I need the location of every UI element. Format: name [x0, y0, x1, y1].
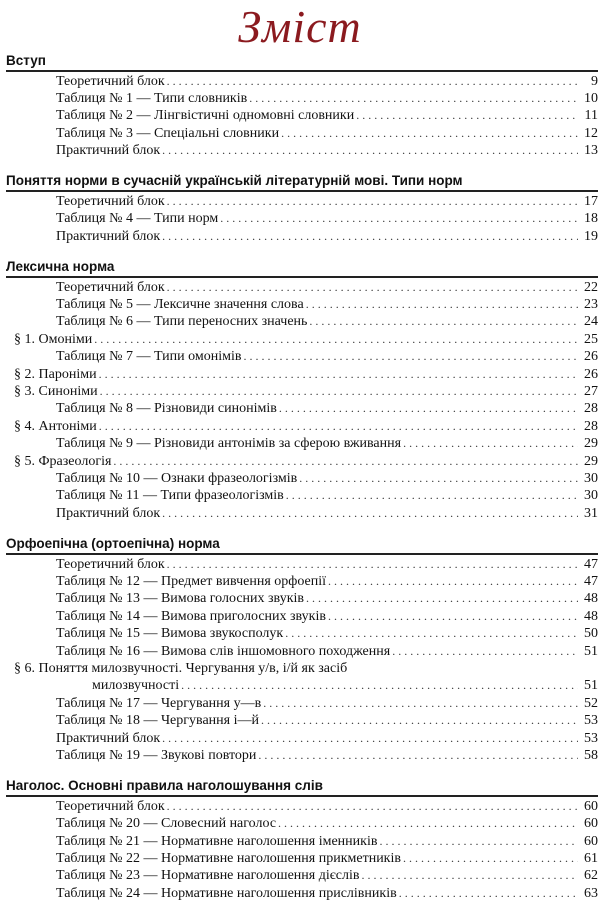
page-number: 23: [584, 297, 598, 313]
toc-entry[interactable]: [6, 677, 598, 694]
page-number: 63: [584, 885, 598, 901]
page-number: 27: [584, 383, 598, 399]
dot-leader: [99, 418, 578, 435]
entry-text: Теоретичний блок: [56, 193, 165, 209]
toc-entry[interactable]: [6, 730, 598, 747]
entry-text: Таблиця № 24 — Нормативне наголошення прислівників: [56, 885, 397, 901]
section-rule: [6, 276, 598, 278]
dot-leader: [263, 695, 578, 712]
entry-text: Таблиця № 10 — Ознаки фразеологізмів: [56, 470, 298, 486]
toc-entry[interactable]: [6, 210, 598, 227]
toc-entry[interactable]: [6, 142, 598, 159]
dot-leader: [167, 193, 578, 210]
dot-leader: [281, 125, 578, 142]
page-number: 60: [584, 798, 598, 814]
page-number: 25: [584, 331, 598, 347]
page-number: 30: [584, 470, 598, 486]
dot-leader: [299, 470, 578, 487]
entry-text: Практичний блок: [56, 228, 161, 244]
toc-entry[interactable]: [6, 747, 598, 764]
dot-leader: [379, 833, 578, 850]
toc-entry[interactable]: [6, 383, 598, 400]
dot-leader: [220, 210, 578, 227]
toc-entry[interactable]: [6, 193, 598, 210]
page-number: 58: [584, 747, 598, 763]
page-number: 19: [584, 228, 598, 244]
entry-text: Таблиця № 6 — Типи переносних значень: [56, 314, 308, 330]
toc-entry[interactable]: [6, 418, 598, 435]
toc-entry[interactable]: [6, 590, 598, 607]
page-number: 61: [584, 850, 598, 866]
dot-leader: [243, 348, 578, 365]
entry-text: Таблиця № 8 — Різновиди синонімів: [56, 401, 277, 417]
toc-entry[interactable]: [6, 400, 598, 417]
dot-leader: [167, 556, 578, 573]
toc-entry[interactable]: [6, 798, 598, 815]
toc-entry[interactable]: [6, 695, 598, 712]
dot-leader: [278, 815, 578, 832]
dot-leader: [99, 366, 578, 383]
page-number: 29: [584, 436, 598, 452]
page-number: 51: [584, 678, 598, 694]
entry-text: § 5. Фразеологія: [14, 453, 112, 469]
entry-text: Таблиця № 1 — Типи словників: [56, 90, 248, 106]
entry-text: Таблиця № 2 — Лінгвістичні одномовні словники: [56, 108, 355, 124]
dot-leader: [392, 643, 578, 660]
dot-leader: [162, 730, 578, 747]
entry-text: Таблиця № 18 — Чергування і—й: [56, 713, 259, 729]
toc-entry[interactable]: [6, 348, 598, 365]
toc-entry[interactable]: [6, 296, 598, 313]
entry-text: Теоретичний блок: [56, 798, 165, 814]
toc-section: [6, 172, 598, 245]
entry-text: Практичний блок: [56, 730, 161, 746]
toc-entry[interactable]: [6, 366, 598, 383]
toc-section: [6, 535, 598, 764]
section-title: Вступ: [6, 53, 46, 68]
page-number: 24: [584, 314, 598, 330]
dot-leader: [162, 505, 578, 522]
page-number: 10: [584, 90, 598, 106]
entry-text: Таблиця № 21 — Нормативне наголошення іменників: [56, 833, 378, 849]
dot-leader: [285, 625, 578, 642]
dot-leader: [181, 677, 578, 694]
page-number: 31: [584, 505, 598, 521]
dot-leader: [249, 90, 578, 107]
toc-entry[interactable]: [6, 73, 598, 90]
page-number: 17: [584, 193, 598, 209]
toc-entry[interactable]: [6, 556, 598, 573]
dot-leader: [167, 279, 578, 296]
entry-text: Теоретичний блок: [56, 73, 165, 89]
page-number: 53: [584, 730, 598, 746]
page-number: 13: [584, 143, 598, 159]
toc-entry[interactable]: [6, 435, 598, 452]
entry-text: Практичний блок: [56, 143, 161, 159]
entry-text: Таблиця № 4 — Типи норм: [56, 211, 219, 227]
toc-entry[interactable]: [6, 660, 598, 677]
section-rule: [6, 795, 598, 797]
page-number: 22: [584, 279, 598, 295]
page-title: Зміст: [238, 1, 362, 52]
entry-text: § 6. Поняття милозвучності. Чергування у/в, і/й як засіб: [14, 660, 348, 676]
section-rule: [6, 70, 598, 72]
toc-section: [6, 52, 598, 159]
dot-leader: [94, 331, 578, 348]
entry-text: Таблиця № 7 — Типи омонімів: [56, 349, 242, 365]
toc-entry[interactable]: [6, 608, 598, 625]
page-number: 28: [584, 418, 598, 434]
dot-leader: [100, 383, 578, 400]
dot-leader: [361, 867, 578, 884]
page-number: 18: [584, 211, 598, 227]
dot-leader: [356, 107, 578, 124]
dot-leader: [328, 573, 578, 590]
entry-text: Таблиця № 5 — Лексичне значення слова: [56, 297, 304, 313]
dot-leader: [306, 590, 578, 607]
entry-text: Таблиця № 12 — Предмет вивчення орфоепії: [56, 573, 326, 589]
entry-text: Таблиця № 11 — Типи фразеологізмів: [56, 488, 284, 504]
toc-section: [6, 777, 598, 902]
toc-entry[interactable]: [6, 573, 598, 590]
entry-text: Таблиця № 20 — Словесний наголос: [56, 816, 277, 832]
dot-leader: [403, 435, 578, 452]
dot-leader: [167, 798, 578, 815]
toc-entry[interactable]: [6, 712, 598, 729]
entry-text: Таблиця № 23 — Нормативне наголошення дієслів: [56, 868, 360, 884]
toc-entry[interactable]: [6, 331, 598, 348]
toc-entry[interactable]: [6, 90, 598, 107]
section-rule: [6, 190, 598, 192]
dot-leader: [306, 296, 578, 313]
page-number: 48: [584, 608, 598, 624]
entry-text: Таблиця № 19 — Звукові повтори: [56, 747, 257, 763]
page-number: 26: [584, 366, 598, 382]
dot-leader: [399, 885, 578, 902]
page-number: 48: [584, 591, 598, 607]
dot-leader: [162, 142, 578, 159]
page-number: 51: [584, 643, 598, 659]
entry-text: § 4. Антоніми: [14, 418, 97, 434]
dot-leader: [309, 313, 578, 330]
page-number: 9: [591, 73, 598, 89]
dot-leader: [328, 608, 578, 625]
entry-text: § 1. Омоніми: [14, 331, 93, 347]
toc-entry[interactable]: [6, 313, 598, 330]
section-title: Орфоепічна (ортоепічна) норма: [6, 536, 220, 552]
dot-leader: [258, 747, 578, 764]
entry-text: Таблиця № 3 — Спеціальні словники: [56, 125, 280, 141]
page-number: 28: [584, 401, 598, 417]
page-number: 11: [584, 108, 598, 124]
entry-text: Таблиця № 14 — Вимова приголосних звуків: [56, 608, 326, 624]
page-number: 60: [584, 816, 598, 832]
toc-entry[interactable]: [6, 833, 598, 850]
entry-text: Таблиця № 17 — Чергування у—в: [56, 695, 262, 711]
toc-entry[interactable]: [6, 885, 598, 902]
entry-text: Теоретичний блок: [56, 279, 165, 295]
dot-leader: [261, 712, 578, 729]
page-number: 30: [584, 488, 598, 504]
page-number: 26: [584, 349, 598, 365]
toc-entry[interactable]: [6, 850, 598, 867]
entry-text: Таблиця № 9 — Різновиди антонімів за сферою вживання: [56, 436, 402, 452]
page-number: 50: [584, 626, 598, 642]
dot-leader: [113, 453, 578, 470]
entry-text: Таблиця № 16 — Вимова слів іншомовного походження: [56, 643, 391, 659]
page-number: 62: [584, 868, 598, 884]
section-title: Поняття норми в сучасній українській літературній мові. Типи норм: [6, 173, 463, 189]
table-of-contents: [6, 52, 598, 915]
dot-leader: [279, 400, 578, 417]
entry-text: § 3. Синоніми: [14, 383, 98, 399]
toc-section: [6, 258, 598, 522]
dot-leader: [167, 73, 578, 90]
toc-entry[interactable]: [6, 505, 598, 522]
page-number: 12: [584, 125, 598, 141]
page-number: 47: [584, 556, 598, 572]
entry-text: Таблиця № 22 — Нормативне наголошення прикметників: [56, 850, 401, 866]
toc-entry[interactable]: [6, 815, 598, 832]
toc-entry[interactable]: [6, 125, 598, 142]
toc-entry[interactable]: [6, 228, 598, 245]
toc-entry[interactable]: [6, 279, 598, 296]
section-title: Наголос. Основні правила наголошування слів: [6, 778, 323, 794]
page-number: 52: [584, 695, 598, 711]
entry-text: Теоретичний блок: [56, 556, 165, 572]
entry-text: Таблиця № 15 — Вимова звукосполук: [56, 626, 284, 642]
dot-leader: [403, 850, 578, 867]
page-number: 53: [584, 713, 598, 729]
section-title: Лексична норма: [6, 259, 115, 275]
page-number: 47: [584, 573, 598, 589]
toc-entry[interactable]: [6, 867, 598, 884]
entry-text: Таблиця № 13 — Вимова голосних звуків: [56, 591, 304, 607]
toc-entry[interactable]: [6, 470, 598, 487]
entry-text: Практичний блок: [56, 505, 161, 521]
page-number: 60: [584, 833, 598, 849]
dot-leader: [286, 487, 578, 504]
section-rule: [6, 553, 598, 555]
page-number: 29: [584, 453, 598, 469]
toc-entry[interactable]: [6, 625, 598, 642]
entry-text: § 2. Пароніми: [14, 366, 97, 382]
dot-leader: [162, 228, 578, 245]
toc-entry[interactable]: [6, 487, 598, 504]
toc-entry[interactable]: [6, 107, 598, 124]
toc-entry[interactable]: [6, 643, 598, 660]
entry-text: милозвучності: [92, 678, 180, 694]
toc-entry[interactable]: [6, 453, 598, 470]
